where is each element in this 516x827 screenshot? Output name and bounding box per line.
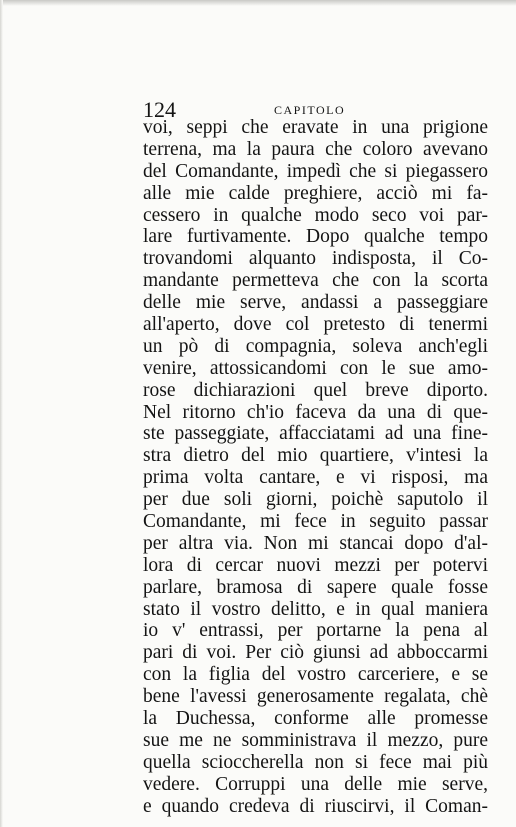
text-line: parlare, bramosa di sapere quale fosse xyxy=(143,576,488,598)
text-line: terrena, ma la paura che coloro avevano xyxy=(143,138,488,160)
text-line: Comandante, mi fece in seguito passar xyxy=(143,511,488,533)
text-line: un pò di compagnia, soleva anch'egli xyxy=(143,335,488,357)
text-line: stato il vostro delitto, e in qual maniera xyxy=(143,598,488,620)
text-line: voi, seppi che eravate in una prigione xyxy=(143,117,488,138)
text-line: ste passeggiate, affacciatami ad una fine- xyxy=(143,423,488,445)
text-line: pari di voi. Per ciò giunsi ad abboccarmi xyxy=(143,642,488,664)
text-line: lare furtivamente. Dopo qualche tempo xyxy=(143,226,488,248)
text-line: Nel ritorno ch'io faceva da una di que- xyxy=(143,401,488,423)
text-line: rose dichiarazioni quel breve diporto. xyxy=(143,379,488,401)
text-line: cessero in qualche modo seco voi par- xyxy=(143,204,488,226)
text-line: delle mie serve, andassi a passeggiare xyxy=(143,292,488,314)
page-number: 124 xyxy=(143,97,176,122)
text-line: io v' entrassi, per portarne la pena al xyxy=(143,620,488,642)
body-text xyxy=(143,117,488,818)
text-line: trovandomi alquanto indisposta, il Co- xyxy=(143,248,488,270)
text-line: prima volta cantare, e vi risposi, ma xyxy=(143,467,488,489)
text-line: quella scioccherella non si fece mai più xyxy=(143,751,488,773)
text-line: mandante permetteva che con la scorta xyxy=(143,270,488,292)
text-line: e quando credeva di riuscirvi, il Coman- xyxy=(143,795,488,817)
text-line: per due soli giorni, poichè saputolo il xyxy=(143,489,488,511)
text-line: venire, attossicandomi con le sue amo- xyxy=(143,357,488,379)
text-line: bene l'avessi generosamente regalata, chè xyxy=(143,686,488,708)
text-line: all'aperto, dove col pretesto di tenermi xyxy=(143,314,488,336)
page-left-edge xyxy=(0,0,3,827)
text-line: con la figlia del vostro carceriere, e se xyxy=(143,664,488,686)
page-top-edge xyxy=(0,0,516,6)
text-line: per altra via. Non mi stancai dopo d'al- xyxy=(143,532,488,554)
text-line: lora di cercar nuovi mezzi per potervi xyxy=(143,554,488,576)
text-line: sue me ne somministrava il mezzo, pure xyxy=(143,729,488,751)
text-line: stra dietro del mio quartiere, v'intesi la xyxy=(143,445,488,467)
text-line: la Duchessa, conforme alle promesse xyxy=(143,708,488,730)
chapter-label: CAPITOLO xyxy=(274,103,346,117)
text-line: alle mie calde preghiere, acciò mi fa- xyxy=(143,182,488,204)
text-line: vedere. Corruppi una delle mie serve, xyxy=(143,773,488,795)
text-line: del Comandante, impedì che si piegassero xyxy=(143,160,488,182)
